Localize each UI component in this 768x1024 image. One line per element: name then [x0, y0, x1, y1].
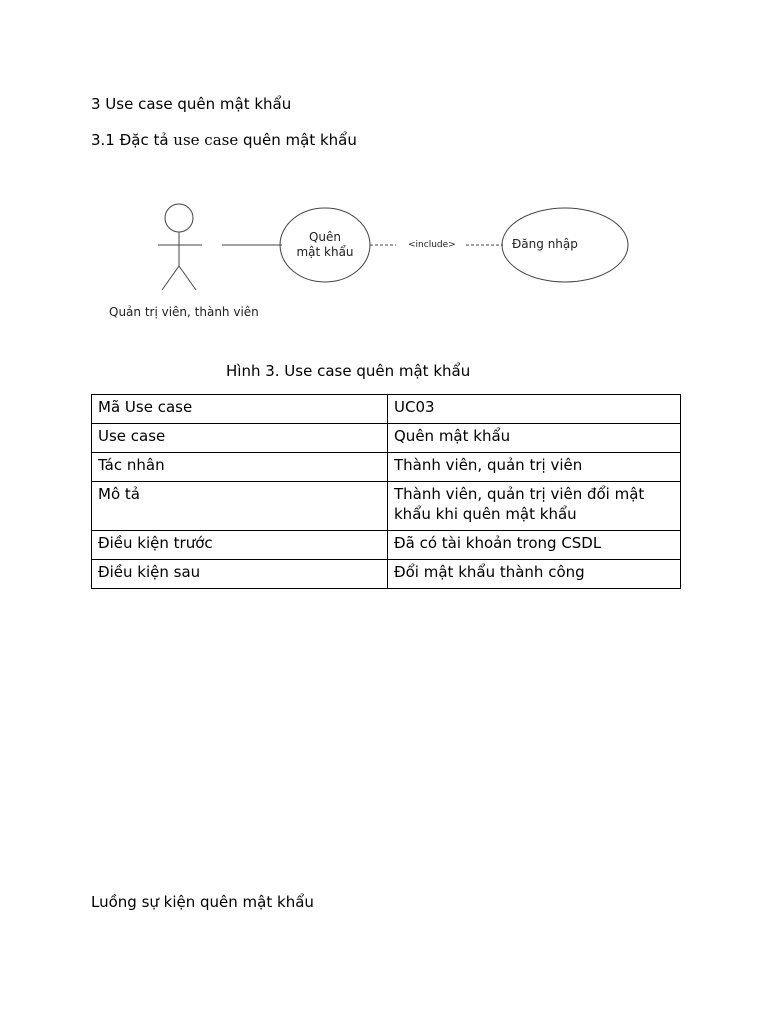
subsection-heading	[91, 130, 357, 150]
actor-label: Quản trị viên, thành viên	[109, 305, 259, 319]
actor-right-leg	[179, 266, 196, 290]
use-case-1-label	[290, 230, 360, 260]
subsection-heading-suffix: quên mật khẩu	[243, 131, 357, 149]
table-key-cell: Use case	[92, 424, 388, 453]
table-value-cell: Đã có tài khoản trong CSDL	[388, 531, 681, 560]
table-row	[92, 482, 681, 531]
table-row	[92, 424, 681, 453]
use-case-1-label-line1: Quên	[308, 230, 342, 244]
subsection-heading-prefix: 3.1 Đặc tả	[91, 131, 169, 149]
table-value-cell: UC03	[388, 395, 681, 424]
actor-head	[165, 204, 193, 232]
use-case-1-label-line2: mật khẩu	[296, 245, 354, 259]
actor-left-leg	[162, 266, 179, 290]
table-row	[92, 395, 681, 424]
section-heading: 3 Use case quên mật khẩu	[91, 95, 292, 113]
figure-caption: Hình 3. Use case quên mật khẩu	[226, 362, 471, 380]
table-row	[92, 560, 681, 589]
table-value-cell: Thành viên, quản trị viên đổi mật khẩu khi quên mật khẩu	[388, 482, 681, 531]
table-key-cell: Điều kiện sau	[92, 560, 388, 589]
table-row	[92, 453, 681, 482]
table-key-cell: Điều kiện trước	[92, 531, 388, 560]
table-key-cell: Mã Use case	[92, 395, 388, 424]
use-case-spec-table	[91, 394, 681, 589]
flow-heading: Luồng sự kiện quên mật khẩu	[91, 893, 314, 911]
include-label: <include>	[408, 240, 456, 250]
table-key-cell: Mô tả	[92, 482, 388, 531]
use-case-2-label: Đăng nhập	[512, 237, 578, 251]
subsection-heading-middle: use case	[168, 131, 243, 149]
table-value-cell: Thành viên, quản trị viên	[388, 453, 681, 482]
table-value-cell: Quên mật khẩu	[388, 424, 681, 453]
table-key-cell: Tác nhân	[92, 453, 388, 482]
table-row	[92, 531, 681, 560]
use-case-diagram	[100, 190, 660, 330]
table-value-cell: Đổi mật khẩu thành công	[388, 560, 681, 589]
